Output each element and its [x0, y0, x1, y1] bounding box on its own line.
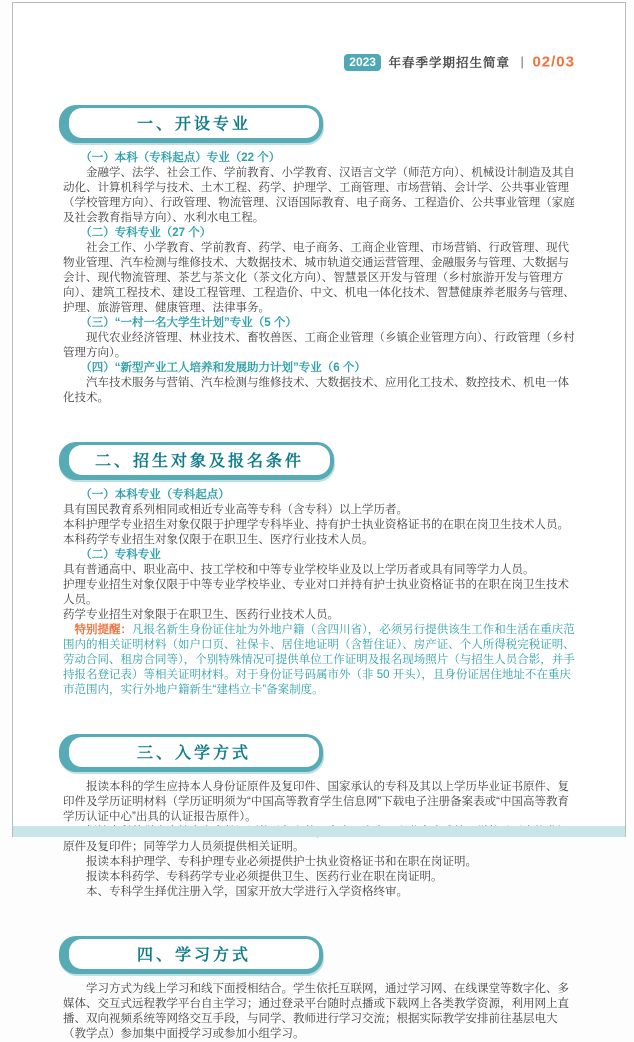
section-4-banner-frame [59, 936, 323, 974]
section-1-banner [63, 105, 575, 143]
condition-line: 本科药学专业招生对象仅限于在职卫生、医疗行业技术人员。 [63, 534, 374, 546]
section-2-banner [63, 442, 575, 480]
subheading: （二）专科专业（27 个） [80, 227, 212, 239]
section-3-banner [63, 734, 575, 772]
subheading: （二）专科专业 [80, 549, 161, 561]
section-1-banner-frame [59, 105, 323, 143]
section-1-title: 一、开设专业 [69, 108, 319, 138]
paragraph: 学习方式为线上学习和线下面授相结合。学生依托互联网，通过学习网、在线课堂等数字化、多媒体、交互式远程教学平台自主学习；通过登录平台随时点播或下载网上各类教学资源，利用网上直播、双向视频系统等网络交互手段，与同学、教师进行学习交流；根据实际教学安排前往基层电大（教学点）参加集中面授学习或参加小组学习。 [63, 983, 569, 1040]
condition-line: 护理专业招生对象仅限于中等专业学校毕业、专业对口并持有护士执业资格证书的在职在岗卫生技术人员。 [63, 579, 569, 606]
subheading: （一）本科专业（专科起点） [80, 489, 230, 501]
subheading: （四）“新型产业工人培养和发展助力计划”专业（6 个） [80, 362, 366, 374]
major-list: 金融学、法学、社会工作、学前教育、小学教育、汉语言文学（师范方向）、机械设计制造及其自动化、计算机科学与技术、土木工程、药学、护理学、工商管理、市场营销、会计学、公共事业管理（学校管理方向）、行政管理、物流管理、汉语国际教育、电子商务、工程造价、公共事业管理（家庭及社会教育指导方向）、水利水电工程。 [63, 167, 575, 224]
section-2-body [63, 488, 575, 698]
section-3-body [63, 780, 575, 900]
special-reminder-text: 凡报名新生身份证住址为外地户籍（含四川省），必须另行提供该生工作和生活在重庆范围内的相关证明材料（如户口页、社保卡、居住地证明（含暂住证）、房产证、个人所得税完税证明、劳动合同、租房合同等），个别特殊情况可提供单位工作证明及报名现场照片（与招生人员合影，并手持报名登记表）等相关证明材料。对于身份证号码属市外（非 50 开头），且身份证居住地址不在重庆市范围内，实行外地户籍新生“建档立卡”备案制度。 [63, 624, 575, 696]
section-1-body [63, 151, 575, 406]
header-divider: | [520, 55, 524, 69]
paragraph: 原件及复印件；同等学力人员须提供相关证明。 [63, 841, 305, 853]
paragraph: 报读本科护理学、专科护理专业必须提供护士执业资格证书和在职在岗证明。 [86, 856, 477, 868]
footer-band [13, 826, 625, 837]
section-3-title: 三、入学方式 [69, 737, 319, 767]
major-list: 汽车技术服务与营销、汽车检测与维修技术、大数据技术、应用化工技术、数控技术、机电一体化技术。 [63, 377, 569, 404]
condition-line: 具有国民教育系列相同或相近专业高等专科（含专科）以上学历者。 [63, 504, 408, 516]
page-header [63, 3, 575, 71]
brochure-title: 年春季学期招生简章 [388, 56, 510, 70]
page-number: 02/03 [532, 53, 575, 71]
special-reminder [63, 623, 575, 698]
subheading: （一）本科（专科起点）专业（22 个） [80, 152, 281, 164]
section-4-body [63, 982, 575, 1042]
section-2-title: 二、招生对象及报名条件 [69, 445, 330, 475]
year-badge: 2023 [344, 54, 381, 71]
section-4-banner [63, 936, 575, 974]
paragraph: 本、专科学生择优注册入学，国家开放大学进行入学资格终审。 [86, 886, 408, 898]
paragraph: 报读本科药学、专科药学专业必须提供卫生、医药行业在职在岗证明。 [86, 871, 443, 883]
paragraph: 报读本科的学生应持本人身份证原件及复印件、国家承认的专科及其以上学历毕业证书原件、复印件及学历证明材料（学历证明须为“中国高等教育学生信息网”下载电子注册备案表或“中国高等教育学历认证中心”出具的认证报告原件）。 [63, 781, 569, 823]
special-reminder-label: 特别提醒： [74, 624, 132, 636]
subheading: （三）“一村一名大学生计划”专业（5 个） [80, 317, 297, 329]
condition-line: 具有普通高中、职业高中、技工学校和中等专业学校毕业及以上学历者或具有同等学力人员。 [63, 564, 535, 576]
document-page [12, 2, 626, 1040]
condition-line: 药学专业招生对象限于在职卫生、医药行业技术人员。 [63, 609, 339, 621]
section-2-banner-frame [59, 442, 334, 480]
condition-line: 本科护理学专业招生对象仅限于护理学专科毕业、持有护士执业资格证书的在职在岗卫生技术人员。 [63, 519, 569, 531]
section-3-banner-frame [59, 734, 323, 772]
major-list: 社会工作、小学教育、学前教育、药学、电子商务、工商企业管理、市场营销、行政管理、现代物业管理、汽车检测与维修技术、大数据技术、城市轨道交通运营管理、金融服务与管理、大数据与会计、现代物流管理、茶艺与茶文化（茶文化方向）、智慧景区开发与管理（乡村旅游开发与管理方向）、建筑工程技术、建设工程管理、工程造价、中文、机电一体化技术、智慧健康养老服务与管理、护理、旅游管理、健康管理、法律事务。 [63, 242, 575, 314]
section-4-title: 四、学习方式 [69, 939, 319, 969]
major-list: 现代农业经济管理、林业技术、畜牧兽医、工商企业管理（乡镇企业管理方向）、行政管理（乡村管理方向）。 [63, 332, 575, 359]
page-content [13, 3, 625, 1042]
